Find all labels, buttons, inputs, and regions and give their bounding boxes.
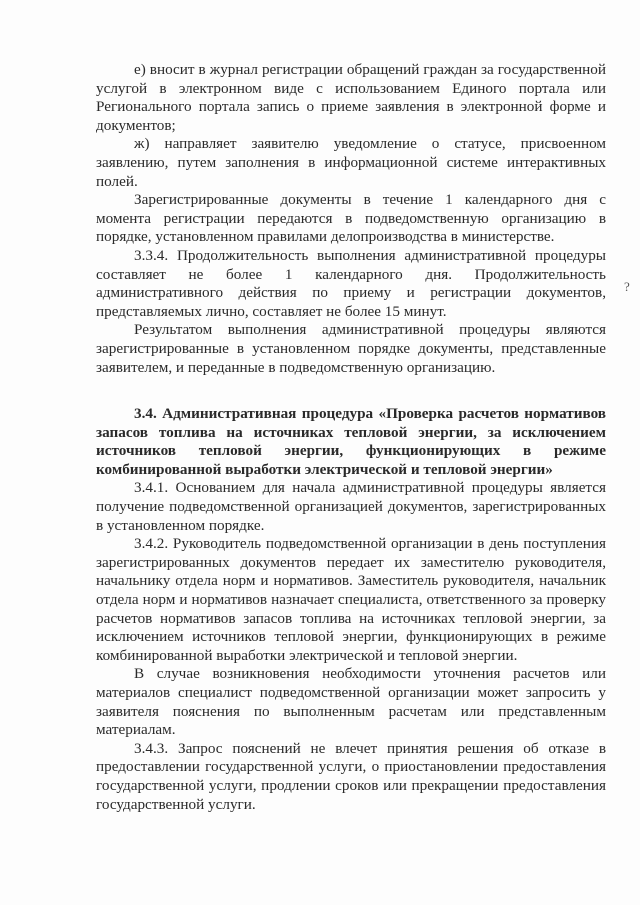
paragraph-registered-documents: Зарегистрированные документы в течение 1 календарного дня с момента регистрации передаются в подведомственную организацию в порядке, установленном правилами делопроизводства в министерстве.	[96, 191, 606, 246]
paragraph-clarification: В случае возникновения необходимости уточнения расчетов или материалов специалист подведомственной организации может запросить у заявителя пояснения по выполненным расчетам или представленным материалам.	[96, 665, 606, 739]
section-heading-3-4: 3.4. Административная процедура «Проверка расчетов нормативов запасов топлива на источниках тепловой энергии, за исключением источников тепловой энергии, функционирующих в режиме комбинированной выработки электрической и тепловой энергии»	[96, 405, 606, 478]
paragraph-procedure-result: Результатом выполнения административной процедуры являются зарегистрированные в установленном порядке документы, представленные заявителем, и переданные в подведомственную организацию.	[96, 321, 606, 376]
paragraph-3-4-3: 3.4.3. Запрос пояснений не влечет принятия решения об отказе в предоставлении государственной услуги, о приостановлении предоставления государственной услуги, продлении сроков или прекращении предоставления государственной услуги.	[96, 739, 606, 813]
paragraph-3-3-4: 3.3.4. Продолжительность выполнения административной процедуры составляет не более 1 календарного дня. Продолжительность административного действия по приему и регистрации документов, представляемых лично, составляет не более 15 минут.	[96, 246, 606, 320]
margin-mark: ?	[624, 279, 630, 294]
document-body	[96, 61, 606, 814]
paragraph-3-4-1: 3.4.1. Основанием для начала административной процедуры является получение подведомственной организацией документов, зарегистрированных в установленном порядке.	[96, 479, 606, 534]
paragraph-item-e: е) вносит в журнал регистрации обращений граждан за государственной услугой в электронном виде с использованием Единого портала или Регионального портала запись о приеме заявления в электронной форме и документов;	[96, 61, 606, 134]
paragraph-item-zh: ж) направляет заявителю уведомление о статусе, присвоенном заявлению, путем заполнения в информационной системе интерактивных полей.	[96, 135, 606, 190]
section-gap	[96, 377, 606, 405]
paragraph-3-4-2: 3.4.2. Руководитель подведомственной организации в день поступления зарегистрированных документов передает их заместителю руководителя, начальнику отдела норм и нормативов. Заместитель руководителя, начальник отдела норм и нормативов назначает специалиста, ответственного за проверку расчетов нормативов запасов топлива на источниках тепловой энергии, за исключением источников тепловой энергии, функционирующих в режиме комбинированной выработки электрической и тепловой энергии.	[96, 535, 606, 664]
